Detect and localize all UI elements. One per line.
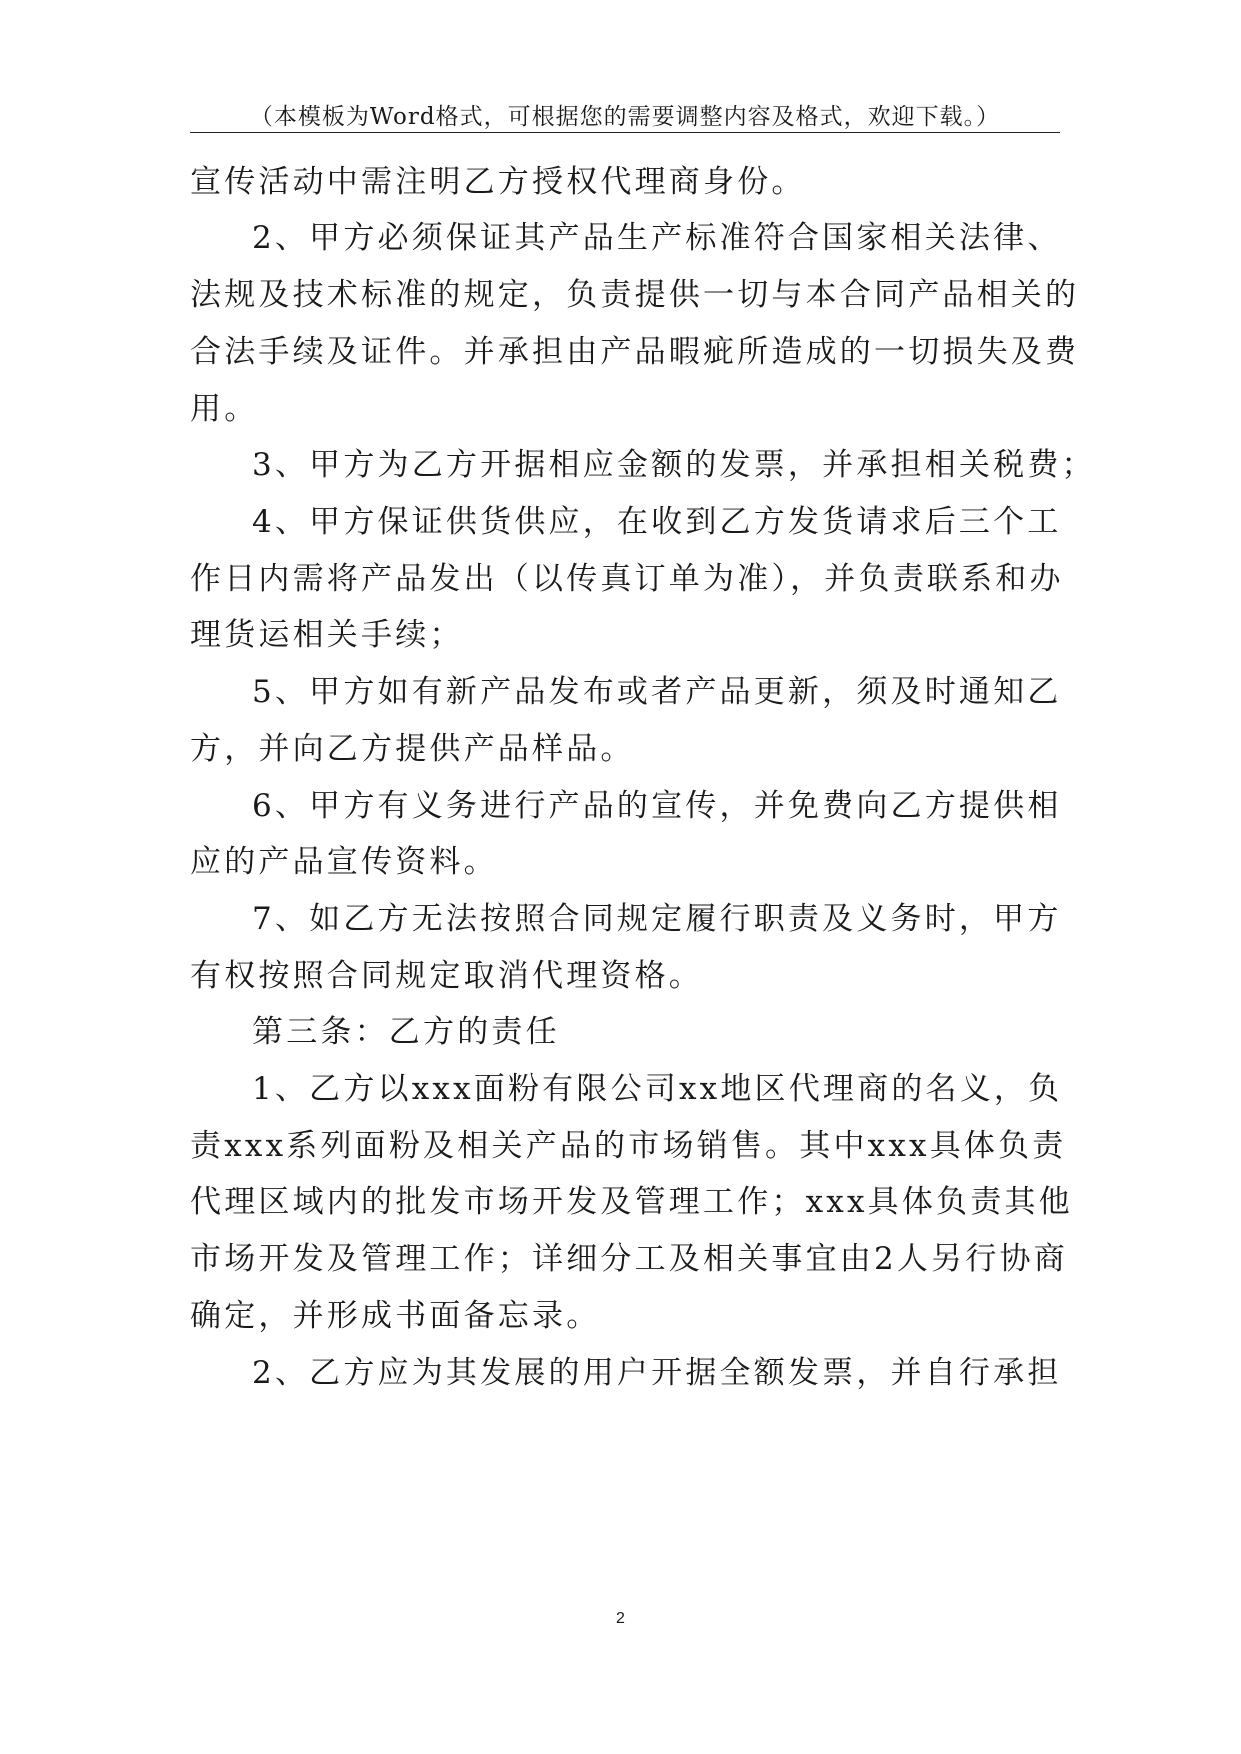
text-line: 7、如乙方无法按照合同规定履行职责及义务时，甲方 [252, 901, 1062, 937]
template-note-header: （本模板为Word格式，可根据您的需要调整内容及格式，欢迎下载。） [249, 104, 1001, 130]
text-line: 市场开发及管理工作；详细分工及相关事宜由2人另行协商 [190, 1241, 1068, 1277]
text-line: 法规及技术标准的规定，负责提供一切与本合同产品相关的 [190, 277, 1080, 313]
text-line: 确定，并形成书面备忘录。 [190, 1298, 601, 1334]
section-heading: 第三条：乙方的责任 [252, 1014, 560, 1050]
text-line: 理货运相关手续； [190, 617, 464, 653]
text-line: 方，并向乙方提供产品样品。 [190, 731, 635, 767]
text-line: 作日内需将产品发出（以传真订单为准），并负责联系和办 [190, 561, 1064, 597]
text-line: 6、甲方有义务进行产品的宣传，并免费向乙方提供相 [252, 788, 1062, 824]
text-line: 代理区域内的批发市场开发及管理工作；xxx具体负责其他 [190, 1184, 1073, 1220]
text-line: 宣传活动中需注明乙方授权代理商身份。 [190, 164, 806, 200]
text-line: 合法手续及证件。并承担由产品暇疵所造成的一切损失及费 [190, 334, 1080, 370]
page-number: 2 [616, 1610, 625, 1627]
text-line: 有权按照合同规定取消代理资格。 [190, 958, 703, 994]
text-line: 5、甲方如有新产品发布或者产品更新，须及时通知乙 [252, 674, 1062, 710]
text-line: 3、甲方为乙方开据相应金额的发票，并承担相关税费； [252, 447, 1096, 483]
text-line: 责xxx系列面粉及相关产品的市场销售。其中xxx具体负责 [190, 1128, 1067, 1164]
text-line: 2、乙方应为其发展的用户开据全额发票，并自行承担 [252, 1355, 1062, 1391]
text-line: 应的产品宣传资料。 [190, 844, 498, 880]
text-line: 2、甲方必须保证其产品生产标准符合国家相关法律、 [252, 220, 1062, 256]
text-line: 1、乙方以xxx面粉有限公司xx地区代理商的名义，负 [252, 1071, 1063, 1107]
text-line: 用。 [190, 391, 259, 427]
header-divider [190, 132, 1060, 133]
text-line: 4、甲方保证供货供应，在收到乙方发货请求后三个工 [252, 504, 1062, 540]
